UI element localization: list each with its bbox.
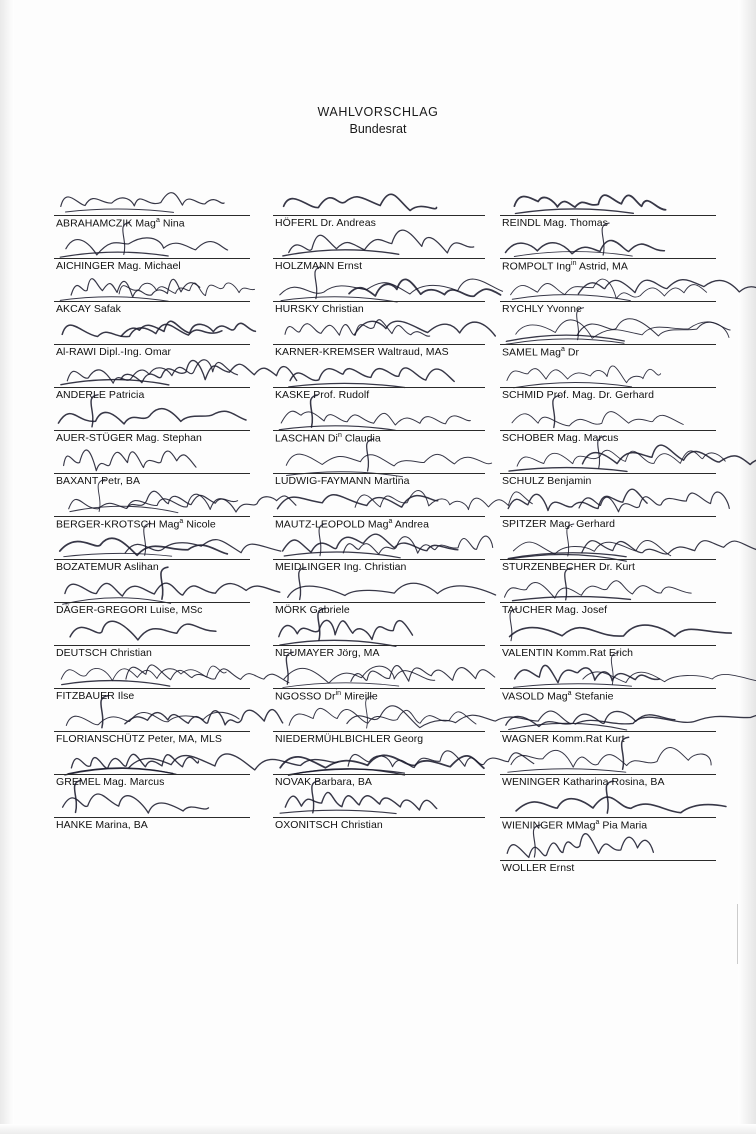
signature-row: [54, 272, 250, 315]
signature-line: [273, 602, 485, 603]
signatory-name: VALENTIN Komm.Rat Erich: [502, 647, 634, 659]
signature-row: [273, 616, 485, 659]
page-title: WAHLVORSCHLAG: [317, 105, 439, 119]
signature-line: [273, 387, 485, 388]
signature-row: [54, 444, 250, 487]
signatory-name: HURSKY Christian: [275, 303, 364, 315]
signature-row: [54, 573, 250, 616]
signature-row: [54, 401, 250, 444]
signature-ink: [273, 178, 485, 218]
signature-row: [273, 573, 485, 616]
signatory-name: Al-RAWI Dipl.-Ing. Omar: [56, 346, 172, 358]
signature-line: [273, 258, 485, 259]
signatory-name: DÄGER-GREGORI Luise, MSc: [56, 604, 203, 616]
signatory-name: WOLLER Ernst: [502, 862, 575, 874]
signature-line: [500, 559, 716, 560]
signatory-name: MÖRK Gabriele: [275, 604, 350, 616]
signature-line: [500, 602, 716, 603]
signature-line: [500, 473, 716, 474]
signature-row: [500, 229, 716, 272]
signatory-name: AICHINGER Mag. Michael: [56, 260, 181, 272]
signatory-name: ROMPOLT Ing$^{in}$ Astrid, MA: [502, 259, 628, 272]
signatory-name: HÖFERL Dr. Andreas: [275, 217, 376, 229]
signatory-name: OXONITSCH Christian: [275, 819, 383, 831]
signature-row: [500, 573, 716, 616]
signature-row: [54, 616, 250, 659]
signature-row: [273, 487, 485, 530]
signature-line: [500, 387, 716, 388]
signature-row: [273, 745, 485, 788]
signature-line: [54, 602, 250, 603]
signature-row: [273, 530, 485, 573]
signature-row: [54, 702, 250, 745]
signature-line: [54, 731, 250, 732]
document-header: [0, 104, 756, 138]
signature-row: [54, 487, 250, 530]
signature-row: [54, 659, 250, 702]
signatory-name: RYCHLY Yvonne: [502, 303, 582, 315]
signature-row: [54, 788, 250, 831]
signature-row: [500, 315, 716, 358]
signature-line: [273, 473, 485, 474]
signature-row: [500, 186, 716, 229]
signature-line: [54, 258, 250, 259]
signatory-name: VASOLD Mag$^a$ Stefanie: [502, 689, 614, 702]
signature-row: [54, 530, 250, 573]
signature-row: [54, 745, 250, 788]
signatory-name: DEUTSCH Christian: [56, 647, 152, 659]
signature-line: [500, 516, 716, 517]
signatory-name: WAGNER Komm.Rat Kurt: [502, 733, 625, 745]
signature-line: [500, 645, 716, 646]
signature-row: [500, 530, 716, 573]
signatory-name: WENINGER Katharina Rosina, BA: [502, 776, 665, 788]
signature-line: [54, 473, 250, 474]
signature-row: [273, 659, 485, 702]
signature-row: [273, 788, 485, 831]
signatory-name: WIENINGER MMag$^a$ Pia Maria: [502, 818, 648, 831]
signature-row: [273, 444, 485, 487]
signature-line: [54, 688, 250, 689]
signature-row: [273, 186, 485, 229]
signature-line: [500, 860, 716, 861]
signatory-name: AUER-STÜGER Mag. Stephan: [56, 432, 202, 444]
signature-row: [500, 616, 716, 659]
signature-row: [273, 702, 485, 745]
signature-row: [273, 272, 485, 315]
signatory-name: HANKE Marina, BA: [56, 819, 148, 831]
signatory-name: NOVAK Barbara, BA: [275, 776, 372, 788]
signature-row: [273, 358, 485, 401]
signature-line: [54, 387, 250, 388]
signature-row: [500, 272, 716, 315]
signature-row: [500, 401, 716, 444]
signature-line: [273, 774, 485, 775]
signatory-name: BERGER-KROTSCH Mag$^a$ Nicole: [56, 517, 216, 530]
signatory-name: LUDWIG-FAYMANN Martina: [275, 475, 410, 487]
signature-line: [500, 301, 716, 302]
signature-row: [273, 401, 485, 444]
signature-row: [500, 659, 716, 702]
signatory-name: MAUTZ-LEOPOLD Mag$^a$ Andrea: [275, 517, 429, 530]
signature-columns: [0, 186, 756, 926]
signature-row: [500, 444, 716, 487]
signature-row: [54, 358, 250, 401]
signature-ink: [54, 178, 250, 218]
signature-row: [54, 315, 250, 358]
signatory-name: ANDERLE Patricia: [56, 389, 145, 401]
signature-line: [273, 817, 485, 818]
signatory-name: SPITZER Mag. Gerhard: [502, 518, 616, 530]
signature-line: [273, 215, 485, 216]
signature-line: [273, 344, 485, 345]
signatory-name: TAUCHER Mag. Josef: [502, 604, 608, 616]
signature-line: [54, 344, 250, 345]
signatory-name: GREMEL Mag. Marcus: [56, 776, 165, 788]
signature-line: [54, 817, 250, 818]
signature-line: [500, 731, 716, 732]
signatory-name: SCHOBER Mag. Marcus: [502, 432, 619, 444]
signature-line: [54, 774, 250, 775]
signatory-name: SAMEL Mag$^a$ Dr: [502, 345, 580, 358]
signature-line: [54, 301, 250, 302]
signatory-name: REINDL Mag. Thomas: [502, 217, 608, 229]
signatory-name: FLORIANSCHÜTZ Peter, MA, MLS: [56, 733, 222, 745]
signature-line: [273, 645, 485, 646]
signature-column-2: [273, 186, 485, 831]
signature-line: [273, 301, 485, 302]
signatory-name: BOZATEMUR Aslihan: [56, 561, 159, 573]
signature-column-3: [500, 186, 716, 874]
signature-row: [54, 186, 250, 229]
signature-line: [54, 430, 250, 431]
signatory-name: HOLZMANN Ernst: [275, 260, 363, 272]
scan-edge-bottom: [0, 1124, 756, 1134]
page-subtitle: Bundesrat: [349, 121, 407, 136]
signature-row: [500, 788, 716, 831]
signatory-name: MEIDLINGER Ing. Christian: [275, 561, 407, 573]
signature-row: [54, 229, 250, 272]
signatory-name: SCHMID Prof. Mag. Dr. Gerhard: [502, 389, 654, 401]
signatory-name: LASCHAN Di$^n$ Claudia: [275, 431, 381, 444]
signature-line: [500, 774, 716, 775]
signatory-name: STURZENBECHER Dr. Kurt: [502, 561, 635, 573]
signature-row: [273, 229, 485, 272]
signature-row: [500, 745, 716, 788]
signature-line: [500, 215, 716, 216]
signature-row: [500, 831, 716, 874]
signatory-name: FITZBAUER Ilse: [56, 690, 135, 702]
signatory-name: NEUMAYER Jörg, MA: [275, 647, 380, 659]
signature-row: [500, 702, 716, 745]
signatory-name: BAXANT Petr, BA: [56, 475, 141, 487]
signature-row: [500, 487, 716, 530]
signatory-name: ABRAHAMCZIK Mag$^a$ Nina: [56, 216, 185, 229]
signatory-name: NGOSSO $Dr^{in}$ Mireille: [275, 689, 378, 702]
signatory-name: AKCAY Safak: [56, 303, 121, 315]
signature-line: [54, 645, 250, 646]
signature-line: [54, 559, 250, 560]
signature-line: [500, 430, 716, 431]
signature-line: [273, 731, 485, 732]
signature-row: [273, 315, 485, 358]
signature-column-1: [54, 186, 250, 831]
signature-row: [500, 358, 716, 401]
signature-ink: [500, 178, 716, 218]
signatory-name: KASKE Prof. Rudolf: [275, 389, 370, 401]
signature-line: [273, 559, 485, 560]
signatory-name: KARNER-KREMSER Waltraud, MAS: [275, 346, 449, 358]
signatory-name: SCHULZ Benjamin: [502, 475, 592, 487]
signatory-name: NIEDERMÜHLBICHLER Georg: [275, 733, 424, 745]
